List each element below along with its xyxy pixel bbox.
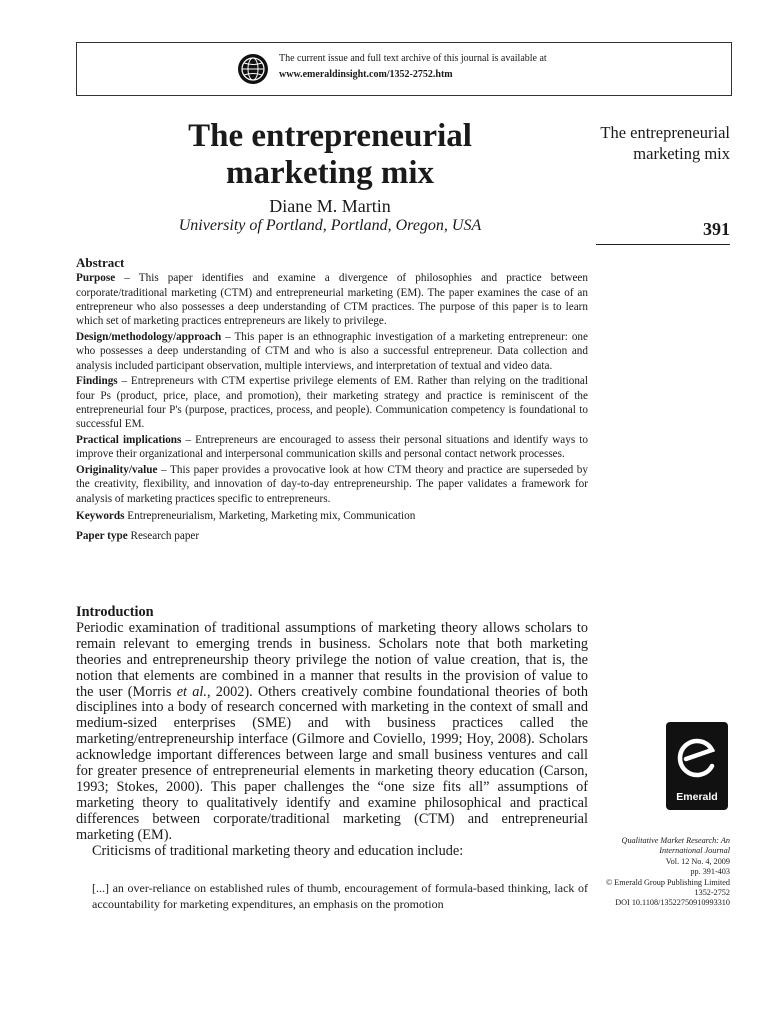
globe-icon bbox=[237, 53, 269, 85]
author-name: Diane M. Martin bbox=[269, 196, 391, 216]
abstract-findings: Findings – Entrepreneurs with CTM expertise privilege elements of EM. Rather than relying on the traditional four Ps (product, price, place, and promotion), their marketing strategy and practice is reminiscent of the entrepreneurial four P's (purpose, practices, process, and people). Communication competency is foundational to successful EM. bbox=[76, 375, 588, 431]
introduction-paragraph-1: Periodic examination of traditional assumptions of marketing theory allows scholars to remain relevant to emerging trends in business. Scholars note that both marketing theories and entrepreneurship theory privilege the notion of value creation, that is, the notion that elements are combined in a manner that results in the provision of value to the user (Morris et al., 2002). Others creatively combine foundational theories of both disciplines into a body of research concerned with marketing in the context of small and medium-sized enterprises (SME) and with business practices called the marketing/entrepreneurship interface (Gilmore and Coviello, 1999; Hoy, 2008). Scholars acknowledge important differences between large and small business ventures and call for greater presence of entrepreneurial elements in marketing theory education (Carson, 1993; Stokes, 2000). This paper challenges the “one size fits all” assumptions of marketing theory to qualitatively identify and examine philosophical and practical differences between corporate/traditional marketing (CTM) and entrepreneurial marketing (EM). bbox=[76, 619, 588, 843]
abstract-keywords: Keywords Entrepreneurialism, Marketing, Marketing mix, Communication bbox=[76, 510, 416, 523]
introduction-paragraph-2: Criticisms of traditional marketing theory and education include: bbox=[92, 842, 464, 859]
introduction-section bbox=[76, 605, 588, 860]
emerald-logo-text: Emerald bbox=[676, 791, 718, 803]
page-number-rule bbox=[596, 244, 730, 245]
abstract-design: Design/methodology/approach – This paper is an ethnographic investigation of a marketing entrepreneur: one who possesses a deep understanding of CTM and who is also a successful entrepreneur. Data collection and analysis included participant observation, multiple interviews, and interpretation of textual and video data. bbox=[76, 330, 588, 372]
page-number: 391 bbox=[703, 219, 730, 239]
emerald-logo bbox=[666, 722, 728, 810]
journal-url-link[interactable]: www.emeraldinsight.com/1352-2752.htm bbox=[279, 69, 453, 80]
abstract-originality: Originality/value – This paper provides a provocative look at how CTM theory and practice are superseded by the creativity, flexibility, and innovation of day-to-day entrepreneurship. The paper validates a framework for analysis of marketing practices specific to entrepreneurs. bbox=[76, 464, 588, 505]
abstract-purpose: Purpose – This paper identifies and examine a divergence of philosophies and practice between corporate/traditional marketing (CTM) and entrepreneurial marketing (EM). The paper examines the case of an entrepreneur who also possesses a deep understanding of CTM practices. The purpose of this paper is to learn which set of marketing practices entrepreneurs are likely to privilege. bbox=[76, 272, 588, 328]
paper-title: The entrepreneurial marketing mix bbox=[188, 118, 472, 191]
abstract-practical: Practical implications – Entrepreneurs are encouraged to assess their personal situations and identify ways to improve their organizational and interpersonal communication skills and personal contact network processes. bbox=[76, 434, 588, 461]
abstract-heading: Abstract bbox=[76, 255, 125, 270]
introduction-heading: Introduction bbox=[76, 604, 154, 620]
running-title: The entrepreneurial marketing mix bbox=[600, 123, 730, 163]
abstract-section bbox=[76, 256, 588, 545]
archive-notice: The current issue and full text archive of this journal is available at bbox=[279, 53, 547, 64]
journal-header-box bbox=[76, 42, 732, 96]
journal-citation-info: Qualitative Market Research: An International Journal Vol. 12 No. 4, 2009 pp. 391-403 © Emerald Group Publishing Limited 1352-2752 DOI 10.1108/13522750910993310 bbox=[605, 836, 730, 908]
abstract-paper-type: Paper type Research paper bbox=[76, 530, 200, 543]
emerald-e-icon bbox=[666, 726, 728, 792]
author-affiliation: University of Portland, Portland, Oregon, USA bbox=[178, 217, 482, 234]
block-quote: [...] an over-reliance on established rules of thumb, encouragement of formula-based thinking, lack of accountability for marketing expenditures, an emphasis on the promotion bbox=[92, 881, 588, 911]
